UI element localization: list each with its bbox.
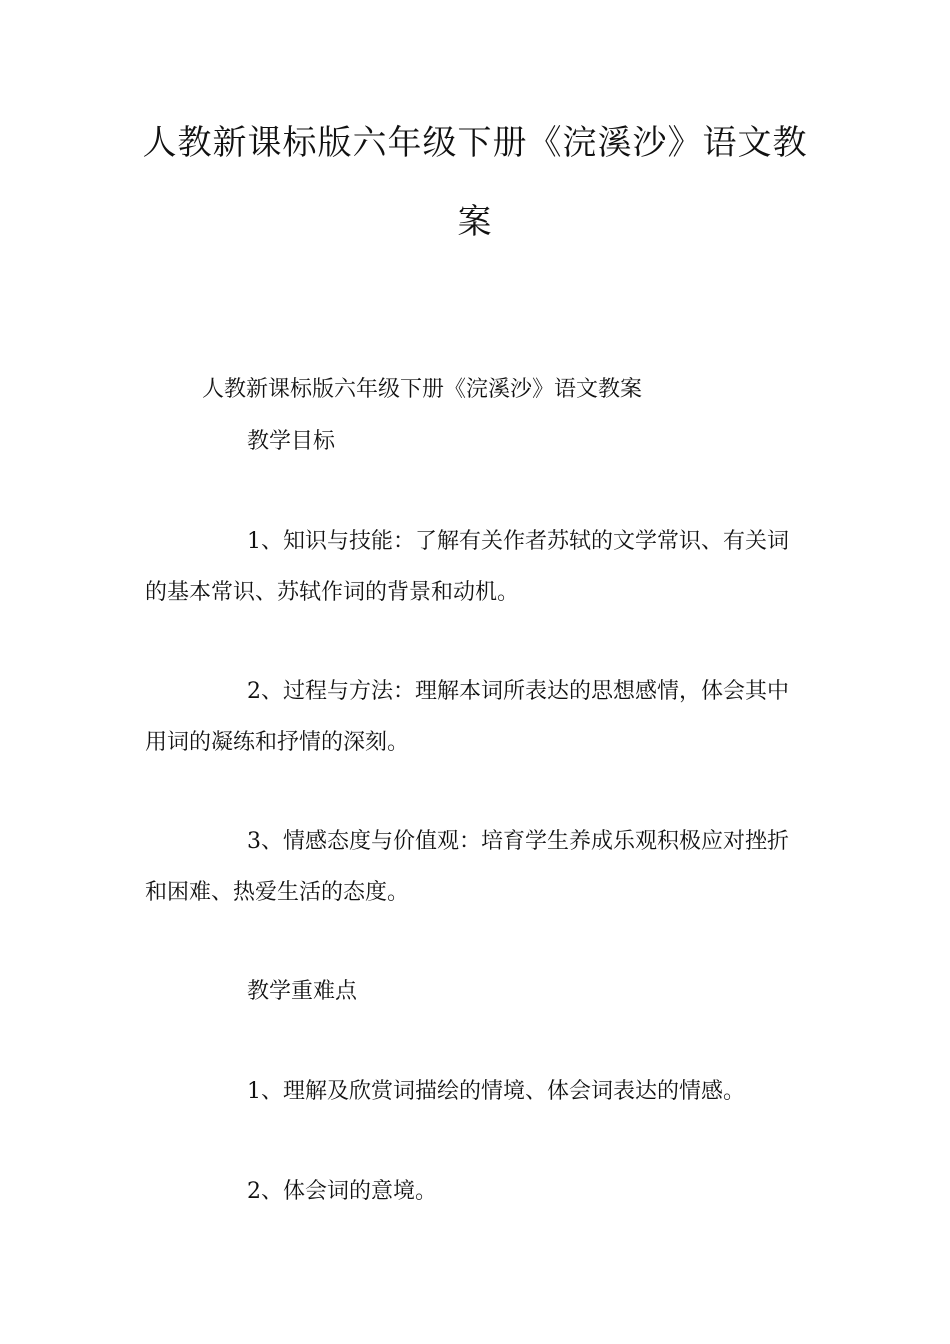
objective-3-line-2: 和困难、热爱生活的态度。 [145,880,410,905]
heading-key-points: 教学重难点 [247,979,358,1004]
heading-teaching-objectives: 教学目标 [247,429,336,454]
document-title-line-1: 人教新课标版六年级下册《浣溪沙》语文教 [142,123,808,163]
objective-1-line-1: 1、知识与技能：了解有关作者苏轼的文学常识、有关词 [247,529,789,554]
objective-2-line-1: 2、过程与方法：理解本词所表达的思想感情，体会其中 [247,679,789,704]
key-point-2: 2、体会词的意境。 [247,1179,437,1204]
document-subtitle: 人教新课标版六年级下册《浣溪沙》语文教案 [202,377,643,402]
objective-3-line-1: 3、情感态度与价值观：培育学生养成乐观积极应对挫折 [247,829,789,854]
document-title-line-2: 案 [457,202,493,242]
objective-1-line-2: 的基本常识、苏轼作词的背景和动机。 [145,580,520,605]
key-point-1: 1、理解及欣赏词描绘的情境、体会词表达的情感。 [247,1079,745,1104]
objective-2-line-2: 用词的凝练和抒情的深刻。 [145,730,410,755]
